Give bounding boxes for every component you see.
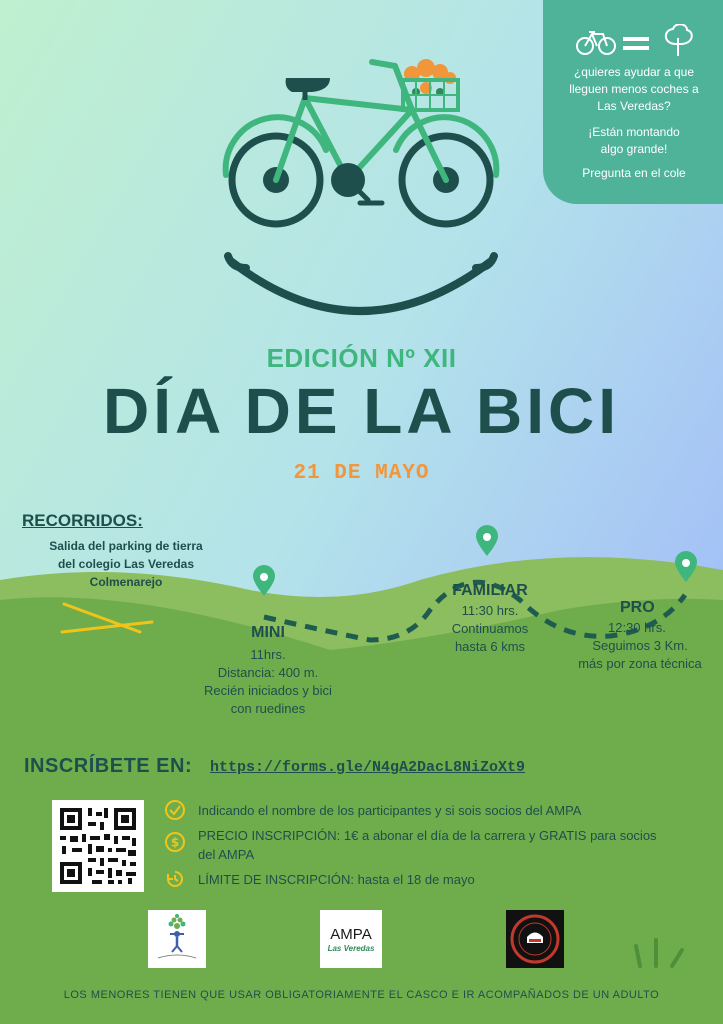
route-familiar-line: hasta 6 kms [454,639,526,654]
event-date: 21 DE MAYO [293,462,430,485]
tree-person-logo-icon [148,910,206,968]
club-logo [506,910,564,968]
ampa-logo [320,910,382,968]
dollar-coin-icon [164,831,186,853]
route-pro-line: más por zona técnica [578,656,702,671]
route-mini-line: Recién iniciados y bici [204,683,332,698]
route-start-info: Salida del parking de tierra del colegio Las Veredas Colmenarejo [49,539,203,589]
corner-question: ¿quieres ayudar a que lleguen menos coches a Las Veredas? [569,65,699,113]
route-mini-time: 11hrs. [250,647,286,662]
qr-code[interactable] [52,800,144,892]
info-corner-box [543,0,723,204]
svg-text:$: $ [170,835,180,850]
school-logo [148,910,206,968]
corner-announcement: ¡Están montando algo grande! [588,125,680,156]
clock-icon [164,868,186,890]
club-badge-icon [506,910,564,968]
ampa-logo-title: AMPA [330,926,372,943]
route-pro [570,599,710,673]
signup-info-price: PRECIO INSCRIPCIÓN: 1€ a abonar el día de la carrera y GRATIS para socios del AMPA [198,828,657,862]
ampa-logo-subtitle: Las Veredas [327,944,375,953]
signup-link[interactable]: https://forms.gle/N4gA2DacL8NiZoXt9 [210,759,526,776]
route-mini-name: MINI [251,624,285,641]
edition-label: EDICIÓN Nº XII [266,343,457,373]
route-pro-time: 12:30 hrs. [608,620,666,635]
signup-info-deadline: LÍMITE DE INSCRIPCIÓN: hasta el 18 de mayo [198,872,475,887]
route-familiar-name: FAMILIAR [452,582,528,599]
route-familiar [420,582,560,656]
bike-equals-tree-icon [573,24,703,58]
page-title: DÍA DE LA BICI [102,375,621,447]
qr-code-icon [52,800,144,892]
signup-info-participants: Indicando el nombre de los participantes y si sois socios del AMPA [198,803,582,818]
route-mini-line: con ruedines [230,701,306,716]
corner-ask: Pregunta en el cole [582,166,686,180]
footer-notice: LOS MENORES TIENEN QUE USAR OBLIGATORIAMENTE EL CASCO E IR ACOMPAÑADOS DE UN ADULTO [63,989,660,1001]
route-mini [186,624,350,718]
check-circle-icon [164,799,186,821]
signup-label: INSCRÍBETE EN: [24,755,193,777]
route-pro-name: PRO [620,599,655,616]
route-familiar-line: Continuamos [451,621,529,636]
route-mini-line: Distancia: 400 m. [217,665,319,680]
route-familiar-time: 11:30 hrs. [461,603,519,618]
location-pin-icon-familiar [476,525,498,556]
route-pro-line: Seguimos 3 Km. [592,638,688,653]
routes-heading: RECORRIDOS: [22,511,143,530]
